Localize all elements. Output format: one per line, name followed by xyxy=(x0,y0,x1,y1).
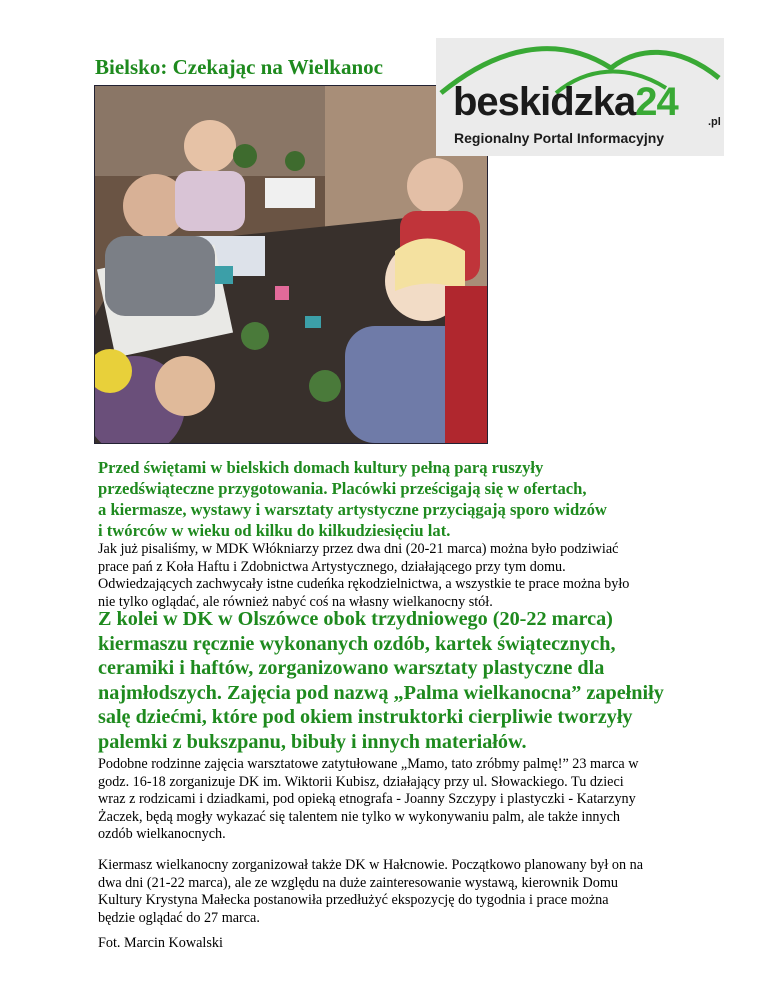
beskidzka24-logo xyxy=(436,38,724,156)
article-paragraph-3: Kiermasz wielkanocny zorganizował także DK w Hałcnowie. Początkowo planowany był on na dwa dni (21-22 marca), ale ze względu na duże zainteresowanie wystawą, kierownik Domu Kultury Krystyna Małecka postanowiła przedłużyć ekspozycję do tygodnia i prace można będzie oglądać do 27 marca. xyxy=(98,857,643,926)
logo-wordmark xyxy=(453,82,678,122)
article-title: Bielsko: Czekając na Wielkanoc xyxy=(95,55,383,79)
logo-word-number: 24 xyxy=(635,80,678,124)
article-paragraph-2: Podobne rodzinne zajęcia warsztatowe zatytułowane „Mamo, tato zróbmy palmę!” 23 marca w godz. 16-18 zorganizuje DK im. Wiktorii Kubisz, działający przy ul. Słowackiego. Tu dzieci wraz z rodzicami i dziadkami, pod opieką etnografa - Joanny Szczypy i plastyczki - Katarzyny Żaczek, będą mogły wykazać się talentem nie tylko w wykonywaniu palm, ale także innych ozdób wielkanocnych. xyxy=(98,756,639,843)
photo-credit: Fot. Marcin Kowalski xyxy=(98,935,223,951)
article-paragraph-1: Jak już pisaliśmy, w MDK Włókniarzy przez dwa dni (20-21 marca) można było podziwiać prace pań z Koła Haftu i Zdobnictwa Artystycznego, działającego przy tym domu. Odwiedzających zachwycały istne cudeńka rękodzielnictwa, a wszystkie te prace można było nie tylko oglądać, ale również nabyć coś na własny wielkanocny stół. xyxy=(98,541,630,610)
logo-word-main: beskidzka xyxy=(453,80,636,124)
article-photo xyxy=(94,85,488,444)
article-lead: Przed świętami w bielskich domach kultury pełną parą ruszyły przedświąteczne przygotowania. Placówki prześcigają się w ofertach, a kiermasze, wystawy i warsztaty artystyczne przyciągają sporo widzów i twórców w wieku od kilku do kilkudziesięciu lat. xyxy=(98,458,607,540)
logo-tagline: Regionalny Portal Informacyjny xyxy=(454,130,665,146)
children-workshop-image xyxy=(95,86,487,443)
logo-domain: .pl xyxy=(708,116,721,128)
article-highlight: Z kolei w DK w Olszówce obok trzydniowego (20-22 marca) kiermaszu ręcznie wykonanych ozdób, kartek świątecznych, ceramiki i haftów, zorganizowano warsztaty plastyczne dla najmłodszych. Zajęcia pod nazwą „Palma wielkanocna” zapełniły salę dziećmi, które pod okiem instruktorki cierpliwie tworzyły palemki z bukszpanu, bibuły i innych materiałów. xyxy=(98,608,664,753)
